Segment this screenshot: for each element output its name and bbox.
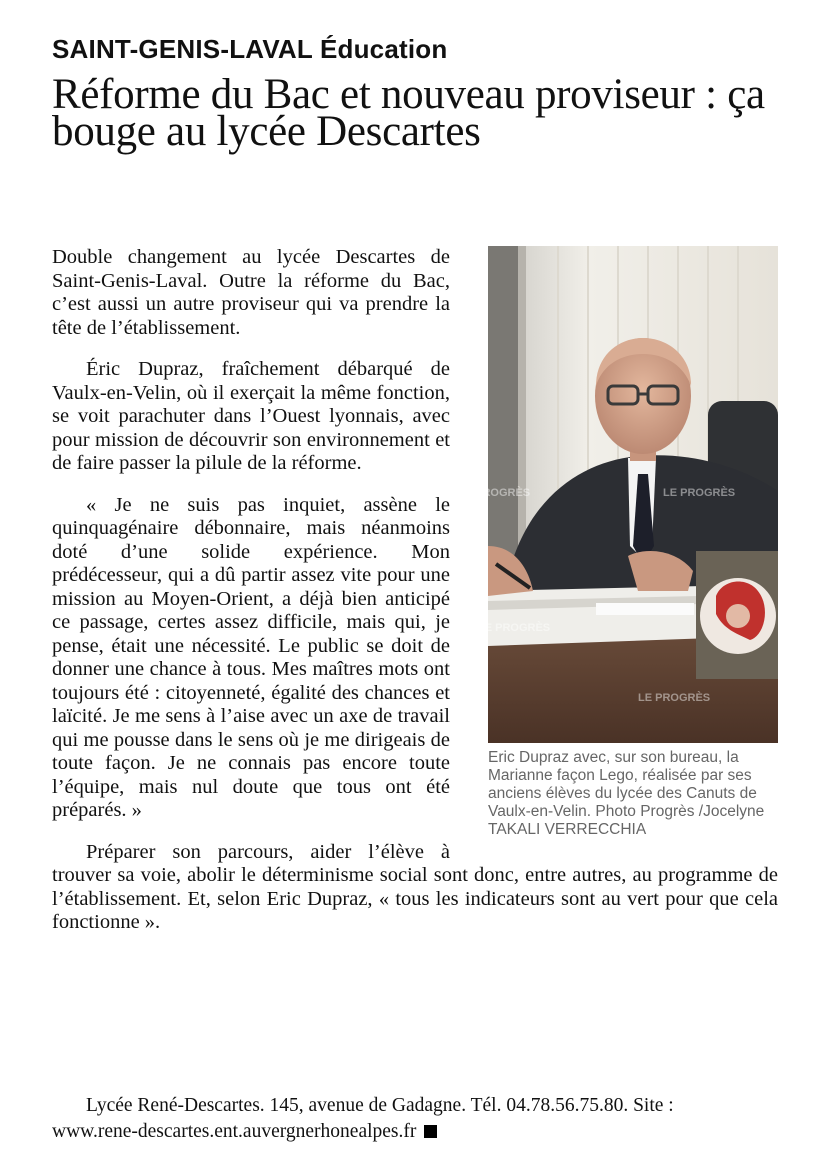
photo-caption: Eric Dupraz avec, sur son bureau, la Marianne façon Lego, réalisée par ses anciens élèves du lycée des Canuts de Vaulx-en-Velin. Photo Progrès /Jocelyne TAKALI VERRECCHIA [488, 749, 765, 838]
article-paragraph: Préparer son parcours, aider l’élève à trouver sa voie, abolir le déterminisme social sont donc, entre autres, au programme de l’établissement. Et, selon Eric Dupraz, « tous les indicateurs sont au vert pour que cela fonctionne ». [52, 840, 778, 933]
article-footer [52, 1093, 778, 1145]
watermark-text: LE PROGRÈS [663, 487, 736, 499]
watermark-text: LE PROGRÈS [638, 692, 711, 704]
article-kicker [52, 34, 447, 65]
article-paragraph: « Je ne suis pas inquiet, assène le quinquagénaire débonnaire, mais néanmoins doté d’une solide expérience. Mon prédécesseur, qui a dû partir assez vite pour une mission au Moyen-Orient, a déjà bien anticipé ce passage, certes assez difficile, mais qui, je pense, était une nécessité. Le public se doit de donner une chance à tous. Mes maîtres mots ont toujours été : citoyenneté, égalité des chances et laïcité. Je me sens à l’aise avec un axe de travail qui me pousse dans le sens où je me dirigeais de toute façon. Je ne connais pas encore toute l’équipe, mais nul doute que tous ont été préparés. » [52, 493, 450, 821]
footer-address: Lycée René-Descartes. 145, avenue de Gadagne. Tél. 04.78.56.75.80. Site : [86, 1095, 674, 1116]
article-body [52, 246, 778, 953]
portrait-photo [458, 246, 778, 743]
article-paragraph-intro: Double changement au lycée Descartes de Saint-Genis-Laval. Outre la réforme du Bac, c’est aussi un autre proviseur qui va prendre la tête de l’établissement. [52, 246, 450, 339]
watermark-text: LE PROGRÈS [458, 487, 531, 499]
article-headline: Réforme du Bac et nouveau proviseur : ça bouge au lycée Descartes [52, 71, 765, 155]
article-paragraph: Éric Dupraz, fraîchement débarqué de Vaulx-en-Velin, où il exerçait la même fonction, se voit parachuter dans l’Ouest lyonnais, avec pour mission de découvrir son environnement et de faire passer la pilule de la réforme. [52, 358, 450, 474]
watermark-text: LE PROGRÈS [478, 622, 551, 634]
footer-website: www.rene-descartes.ent.auvergnerhonealpes.fr [52, 1121, 417, 1142]
end-of-article-mark [424, 1125, 437, 1138]
kicker-location: SAINT-GENIS-LAVAL [52, 34, 313, 64]
kicker-section: Éducation [319, 34, 448, 64]
photo-figure [458, 246, 778, 839]
